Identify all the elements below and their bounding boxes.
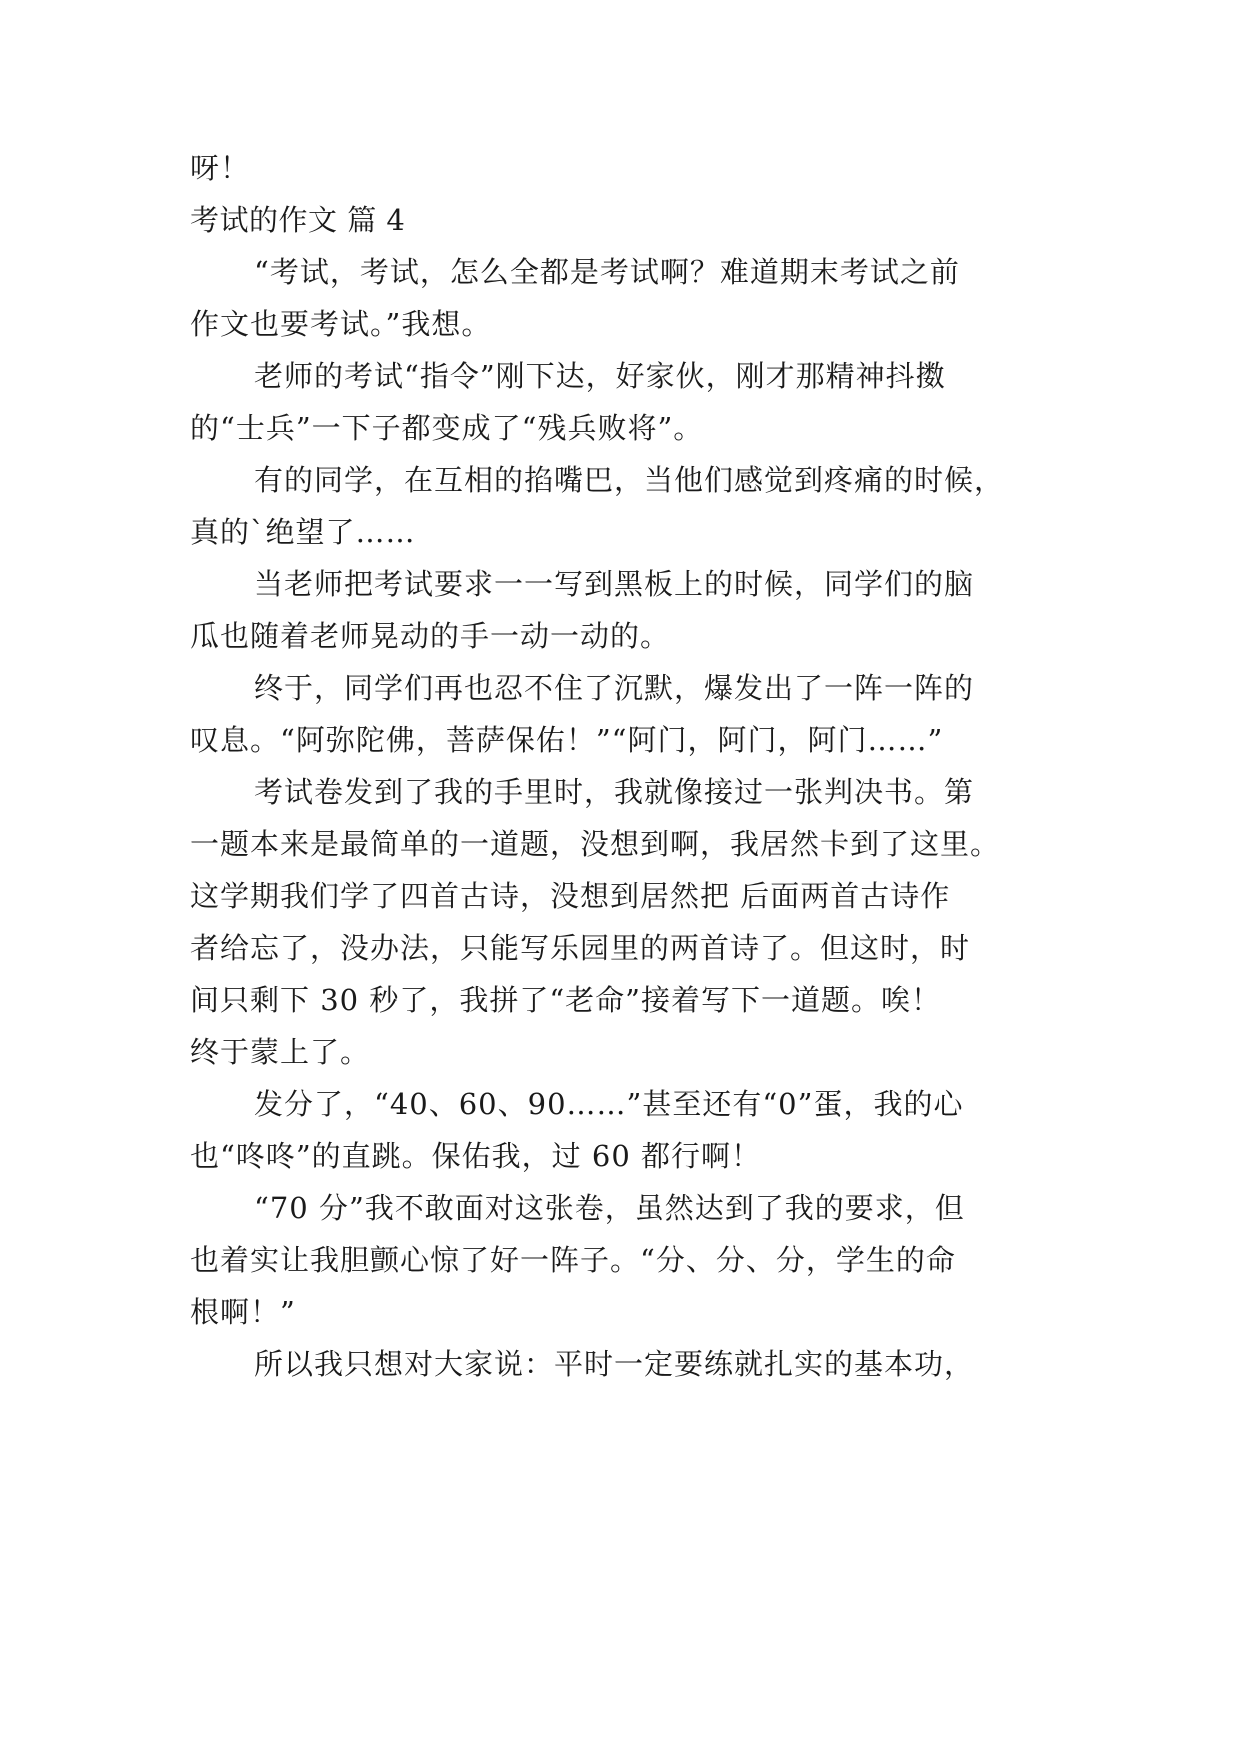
text-line: 考试卷发到了我的手里时，我就像接过一张判决书。第 xyxy=(254,775,975,809)
text-line: “考试，考试，怎么全都是考试啊？难道期末考试之前 xyxy=(254,255,960,289)
text-line: 老师的考试“指令”刚下达，好家伙，刚才那精神抖擞 xyxy=(254,359,946,393)
text-line: “70 分”我不敢面对这张卷，虽然达到了我的要求，但 xyxy=(254,1191,965,1225)
text-line: 有的同学，在互相的掐嘴巴，当他们感觉到疼痛的时候， xyxy=(254,463,1005,497)
text-line: 终于，同学们再也忍不住了沉默，爆发出了一阵一阵的 xyxy=(254,671,975,705)
text-line: 作文也要考试。”我想。 xyxy=(190,307,492,341)
text-line: 发分了，“40、60、90……”甚至还有“0”蛋，我的心 xyxy=(254,1087,964,1121)
text-line: 瓜也随着老师晃动的手一动一动的。 xyxy=(190,619,671,653)
text-line: 根啊！” xyxy=(190,1295,296,1329)
text-line: 当老师把考试要求一一写到黑板上的时候，同学们的脑 xyxy=(254,567,975,601)
text-line: 也“咚咚”的直跳。保佑我，过 60 都行啊！ xyxy=(190,1139,761,1173)
text-line: 叹息。“阿弥陀佛，菩萨保佑！”“阿门，阿门，阿门……” xyxy=(190,723,944,757)
essay-title: 考试的作文 篇 4 xyxy=(190,203,406,237)
text-line: 一题本来是最简单的一道题，没想到啊，我居然卡到了这里。 xyxy=(190,827,1001,861)
text-line: 也着实让我胆颤心惊了好一阵子。“分、分、分，学生的命 xyxy=(190,1243,956,1277)
text-line: 这学期我们学了四首古诗，没想到居然把 后面两首古诗作 xyxy=(190,879,951,913)
text-line: 所以我只想对大家说：平时一定要练就扎实的基本功， xyxy=(254,1347,975,1381)
text-line: 间只剩下 30 秒了，我拼了“老命”接着写下一道题。唉！ xyxy=(190,983,941,1017)
text-line: 者给忘了，没办法，只能写乐园里的两首诗了。但这时，时 xyxy=(190,931,971,965)
text-line: 终于蒙上了。 xyxy=(190,1035,371,1069)
text-line: 的“士兵”一下子都变成了“残兵败将”。 xyxy=(190,411,704,445)
text-line: 呀！ xyxy=(190,151,251,185)
text-line: 真的`绝望了…… xyxy=(190,515,416,549)
